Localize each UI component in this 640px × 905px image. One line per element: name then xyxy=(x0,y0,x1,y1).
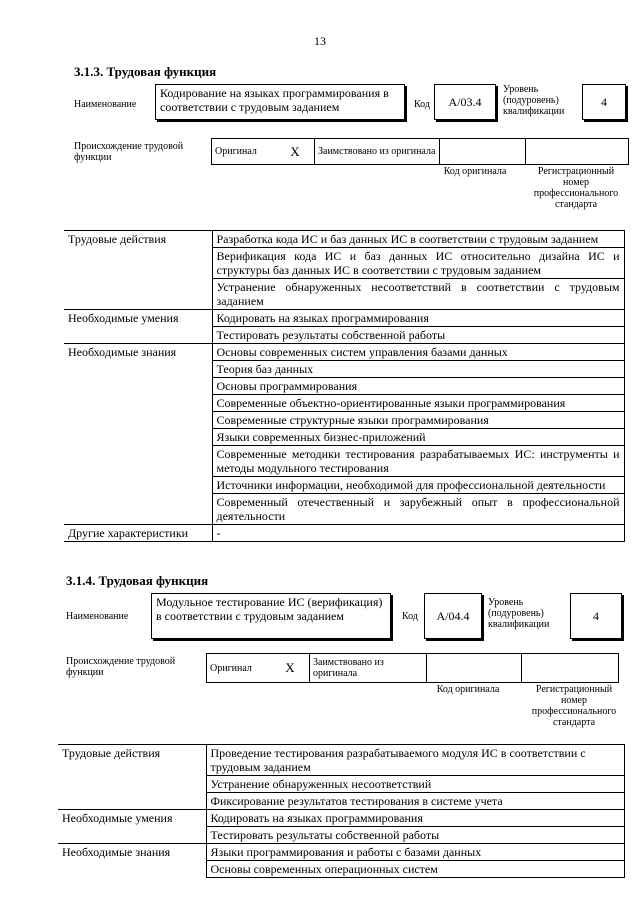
table-cell: Теория баз данных xyxy=(212,361,624,378)
table-cell: Современные структурные языки программирования xyxy=(212,412,624,429)
table-cell: Кодировать на языках программирования xyxy=(212,310,624,327)
table-cell: Фиксирование результатов тестирования в системе учета xyxy=(206,793,624,810)
table-cell: Устранение обнаруженных несоответствий в соответствии с трудовым заданием xyxy=(212,279,624,310)
code-value: A/04.4 xyxy=(424,593,482,639)
original-label: Оригинал xyxy=(212,139,277,165)
table-cell: Основы программирования xyxy=(212,378,624,395)
origin-label: Происхождение трудовой функции xyxy=(74,141,184,163)
table-cell: Источники информации, необходимой для профессиональной деятельности xyxy=(212,477,624,494)
code-value: A/03.4 xyxy=(434,84,496,120)
original-mark: X xyxy=(276,139,315,165)
original-label: Оригинал xyxy=(207,654,272,683)
reg-number-cell xyxy=(526,139,629,165)
origin-table xyxy=(206,653,619,683)
table-cell: Кодировать на языках программирования xyxy=(206,810,624,827)
table-cell: Современные методики тестирования разрабатываемых ИС: инструменты и методы модульного тестирования xyxy=(212,446,624,477)
table-cell: - xyxy=(212,525,624,542)
table-cell: Языки современных бизнес-приложений xyxy=(212,429,624,446)
table-cell: Основы современных систем управления базами данных xyxy=(212,344,624,361)
row-label: Необходимые умения xyxy=(64,310,212,344)
table-cell: Верификация кода ИС и баз данных ИС относительно дизайна ИС и структуры баз данных ИС в соответствии с трудовым заданием xyxy=(212,248,624,279)
code-label: Код xyxy=(402,611,418,622)
row-label: Трудовые действия xyxy=(64,231,212,310)
row-label: Необходимые знания xyxy=(64,344,212,525)
name-label: Наименование xyxy=(74,99,137,110)
function-table-314 xyxy=(58,744,625,878)
level-value: 4 xyxy=(582,84,626,120)
name-label: Наименование xyxy=(66,611,129,622)
table-cell: Современный отечественный и зарубежный опыт в профессиональной деятельности xyxy=(212,494,624,525)
level-label: Уровень (подуровень) квалификации xyxy=(503,84,565,117)
row-label: Необходимые умения xyxy=(58,810,206,844)
row-label: Необходимые знания xyxy=(58,844,206,878)
code-original-label: Код оригинала xyxy=(436,684,500,695)
code-original-cell xyxy=(427,654,522,683)
table-cell: Современные объектно-ориентированные языки программирования xyxy=(212,395,624,412)
reg-number-label: Регистрационный номер профессионального стандарта xyxy=(533,166,619,210)
code-original-cell xyxy=(440,139,526,165)
row-label: Другие характеристики xyxy=(64,525,212,542)
reg-number-label: Регистрационный номер профессионального стандарта xyxy=(531,684,617,728)
section-title: 3.1.3. Трудовая функция xyxy=(74,64,217,79)
table-cell: Тестировать результаты собственной работы xyxy=(212,327,624,344)
table-cell: Тестировать результаты собственной работы xyxy=(206,827,624,844)
section-title: 3.1.4. Трудовая функция xyxy=(66,573,209,588)
origin-table xyxy=(211,138,629,165)
borrowed-label: Заимствовано из оригинала xyxy=(310,654,427,683)
borrowed-label: Заимствовано из оригинала xyxy=(315,139,440,165)
table-cell: Разработка кода ИС и баз данных ИС в соответствии с трудовым заданием xyxy=(212,231,624,248)
table-cell: Устранение обнаруженных несоответствий xyxy=(206,776,624,793)
reg-number-cell xyxy=(522,654,619,683)
level-value: 4 xyxy=(570,593,622,639)
original-mark: X xyxy=(271,654,310,683)
level-label: Уровень (подуровень) квалификации xyxy=(488,597,550,630)
code-original-label: Код оригинала xyxy=(443,166,507,177)
table-cell: Проведение тестирования разрабатываемого модуля ИС в соответствии с трудовым заданием xyxy=(206,745,624,776)
table-cell: Основы современных операционных систем xyxy=(206,861,624,878)
page-number: 13 xyxy=(314,34,326,48)
function-table-313 xyxy=(64,230,625,542)
row-label: Трудовые действия xyxy=(58,745,206,810)
origin-label: Происхождение трудовой функции xyxy=(66,656,176,678)
name-value: Модульное тестирование ИС (верификация) в соответствии с трудовым заданием xyxy=(151,593,391,639)
table-cell: Языки программирования и работы с базами данных xyxy=(206,844,624,861)
name-value: Кодирование на языках программирования в соответствии с трудовым заданием xyxy=(155,84,405,120)
code-label: Код xyxy=(414,99,430,110)
